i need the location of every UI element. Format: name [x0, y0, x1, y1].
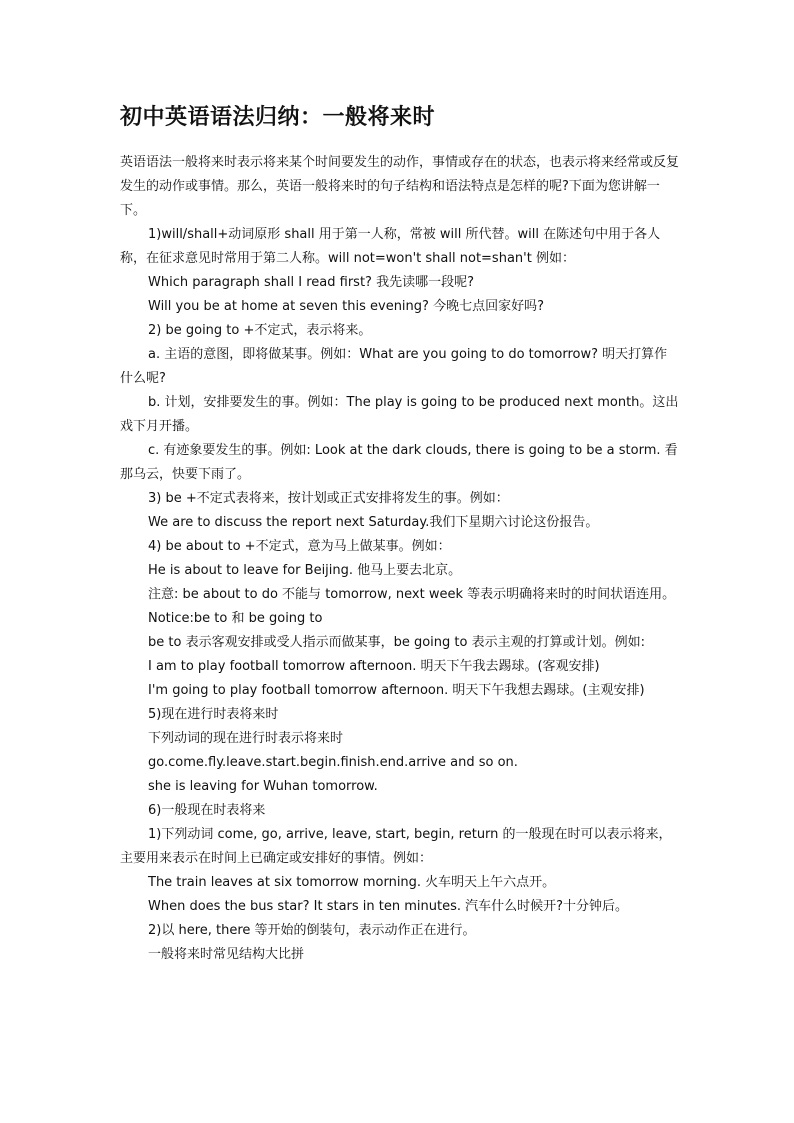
- example-line: The train leaves at six tomorrow morning. 火车明天上午六点开。: [148, 875, 556, 890]
- rule-item-a: a. 主语的意图，即将做某事。例如：What are you going to do tomorrow? 明天打算作什么呢?: [120, 347, 668, 386]
- section-heading: 3) be +不定式表将来，按计划或正式安排将发生的事。例如：: [148, 491, 509, 506]
- will-shall-rule: 1)will/shall+动词原形 shall 用于第一人称，常被 will 所代替。will 在陈述句中用于各人称，在征求意见时常用于第二人称。will not=won't shall not=shan't 例如：: [120, 227, 661, 266]
- rule-line: 下列动词的现在进行时表示将来时: [148, 731, 344, 746]
- section-heading: 2) be going to +不定式，表示将来。: [148, 323, 372, 338]
- example-line: Which paragraph shall I read first? 我先读哪一段呢?: [148, 275, 474, 290]
- document-body: [120, 151, 680, 967]
- example-line: He is about to leave for Beijing. 他马上要去北京。: [148, 563, 462, 578]
- note-paragraph: 注意: be about to do 不能与 tomorrow, next week 等表示明确将来时的时间状语连用。: [148, 587, 676, 602]
- notice-heading: Notice:be to 和 be going to: [148, 611, 323, 626]
- rule-paragraph: 1)下列动词 come, go, arrive, leave, start, begin, return 的一般现在时可以表示将来，主要用来表示在时间上已确定或安排好的事情。例如：: [120, 827, 672, 866]
- document-title: 初中英语语法归纳：一般将来时: [120, 105, 436, 130]
- example-line: Will you be at home at seven this evening? 今晚七点回家好吗?: [148, 299, 544, 314]
- example-line: I am to play football tomorrow afternoon. 明天下午我去踢球。(客观安排): [148, 659, 600, 674]
- example-line: When does the bus star? It stars in ten minutes. 汽车什么时候开?十分钟后。: [148, 899, 629, 914]
- verb-list: go.come.fly.leave.start.begin.finish.end.arrive and so on.: [148, 755, 518, 770]
- section-heading: 5)现在进行时表将来时: [148, 707, 279, 722]
- rule-item-c: c. 有迹象要发生的事。例如: Look at the dark clouds, there is going to be a storm. 看那乌云，快要下雨了。: [120, 443, 678, 482]
- rule-line: 2)以 here, there 等开始的倒装句，表示动作正在进行。: [148, 923, 476, 938]
- example-line: she is leaving for Wuhan tomorrow.: [148, 779, 378, 794]
- comparison-line: be to 表示客观安排或受人指示而做某事，be going to 表示主观的打算或计划。例如:: [148, 635, 645, 650]
- section-heading: 4) be about to +不定式，意为马上做某事。例如：: [148, 539, 451, 554]
- rule-item-b: b. 计划，安排要发生的事。例如：The play is going to be produced next month。这出戏下月开播。: [120, 395, 679, 434]
- example-line: We are to discuss the report next Saturday.我们下星期六讨论这份报告。: [148, 515, 599, 530]
- closing-line: 一般将来时常见结构大比拼: [148, 947, 305, 962]
- intro-paragraph: 英语语法一般将来时表示将来某个时间要发生的动作，事情或存在的状态，也表示将来经常或反复发生的动作或事情。那么，英语一般将来时的句子结构和语法特点是怎样的呢?下面为您讲解一下。: [120, 155, 680, 218]
- example-line: I'm going to play football tomorrow afternoon. 明天下午我想去踢球。(主观安排): [148, 683, 645, 698]
- section-heading: 6)一般现在时表将来: [148, 803, 266, 818]
